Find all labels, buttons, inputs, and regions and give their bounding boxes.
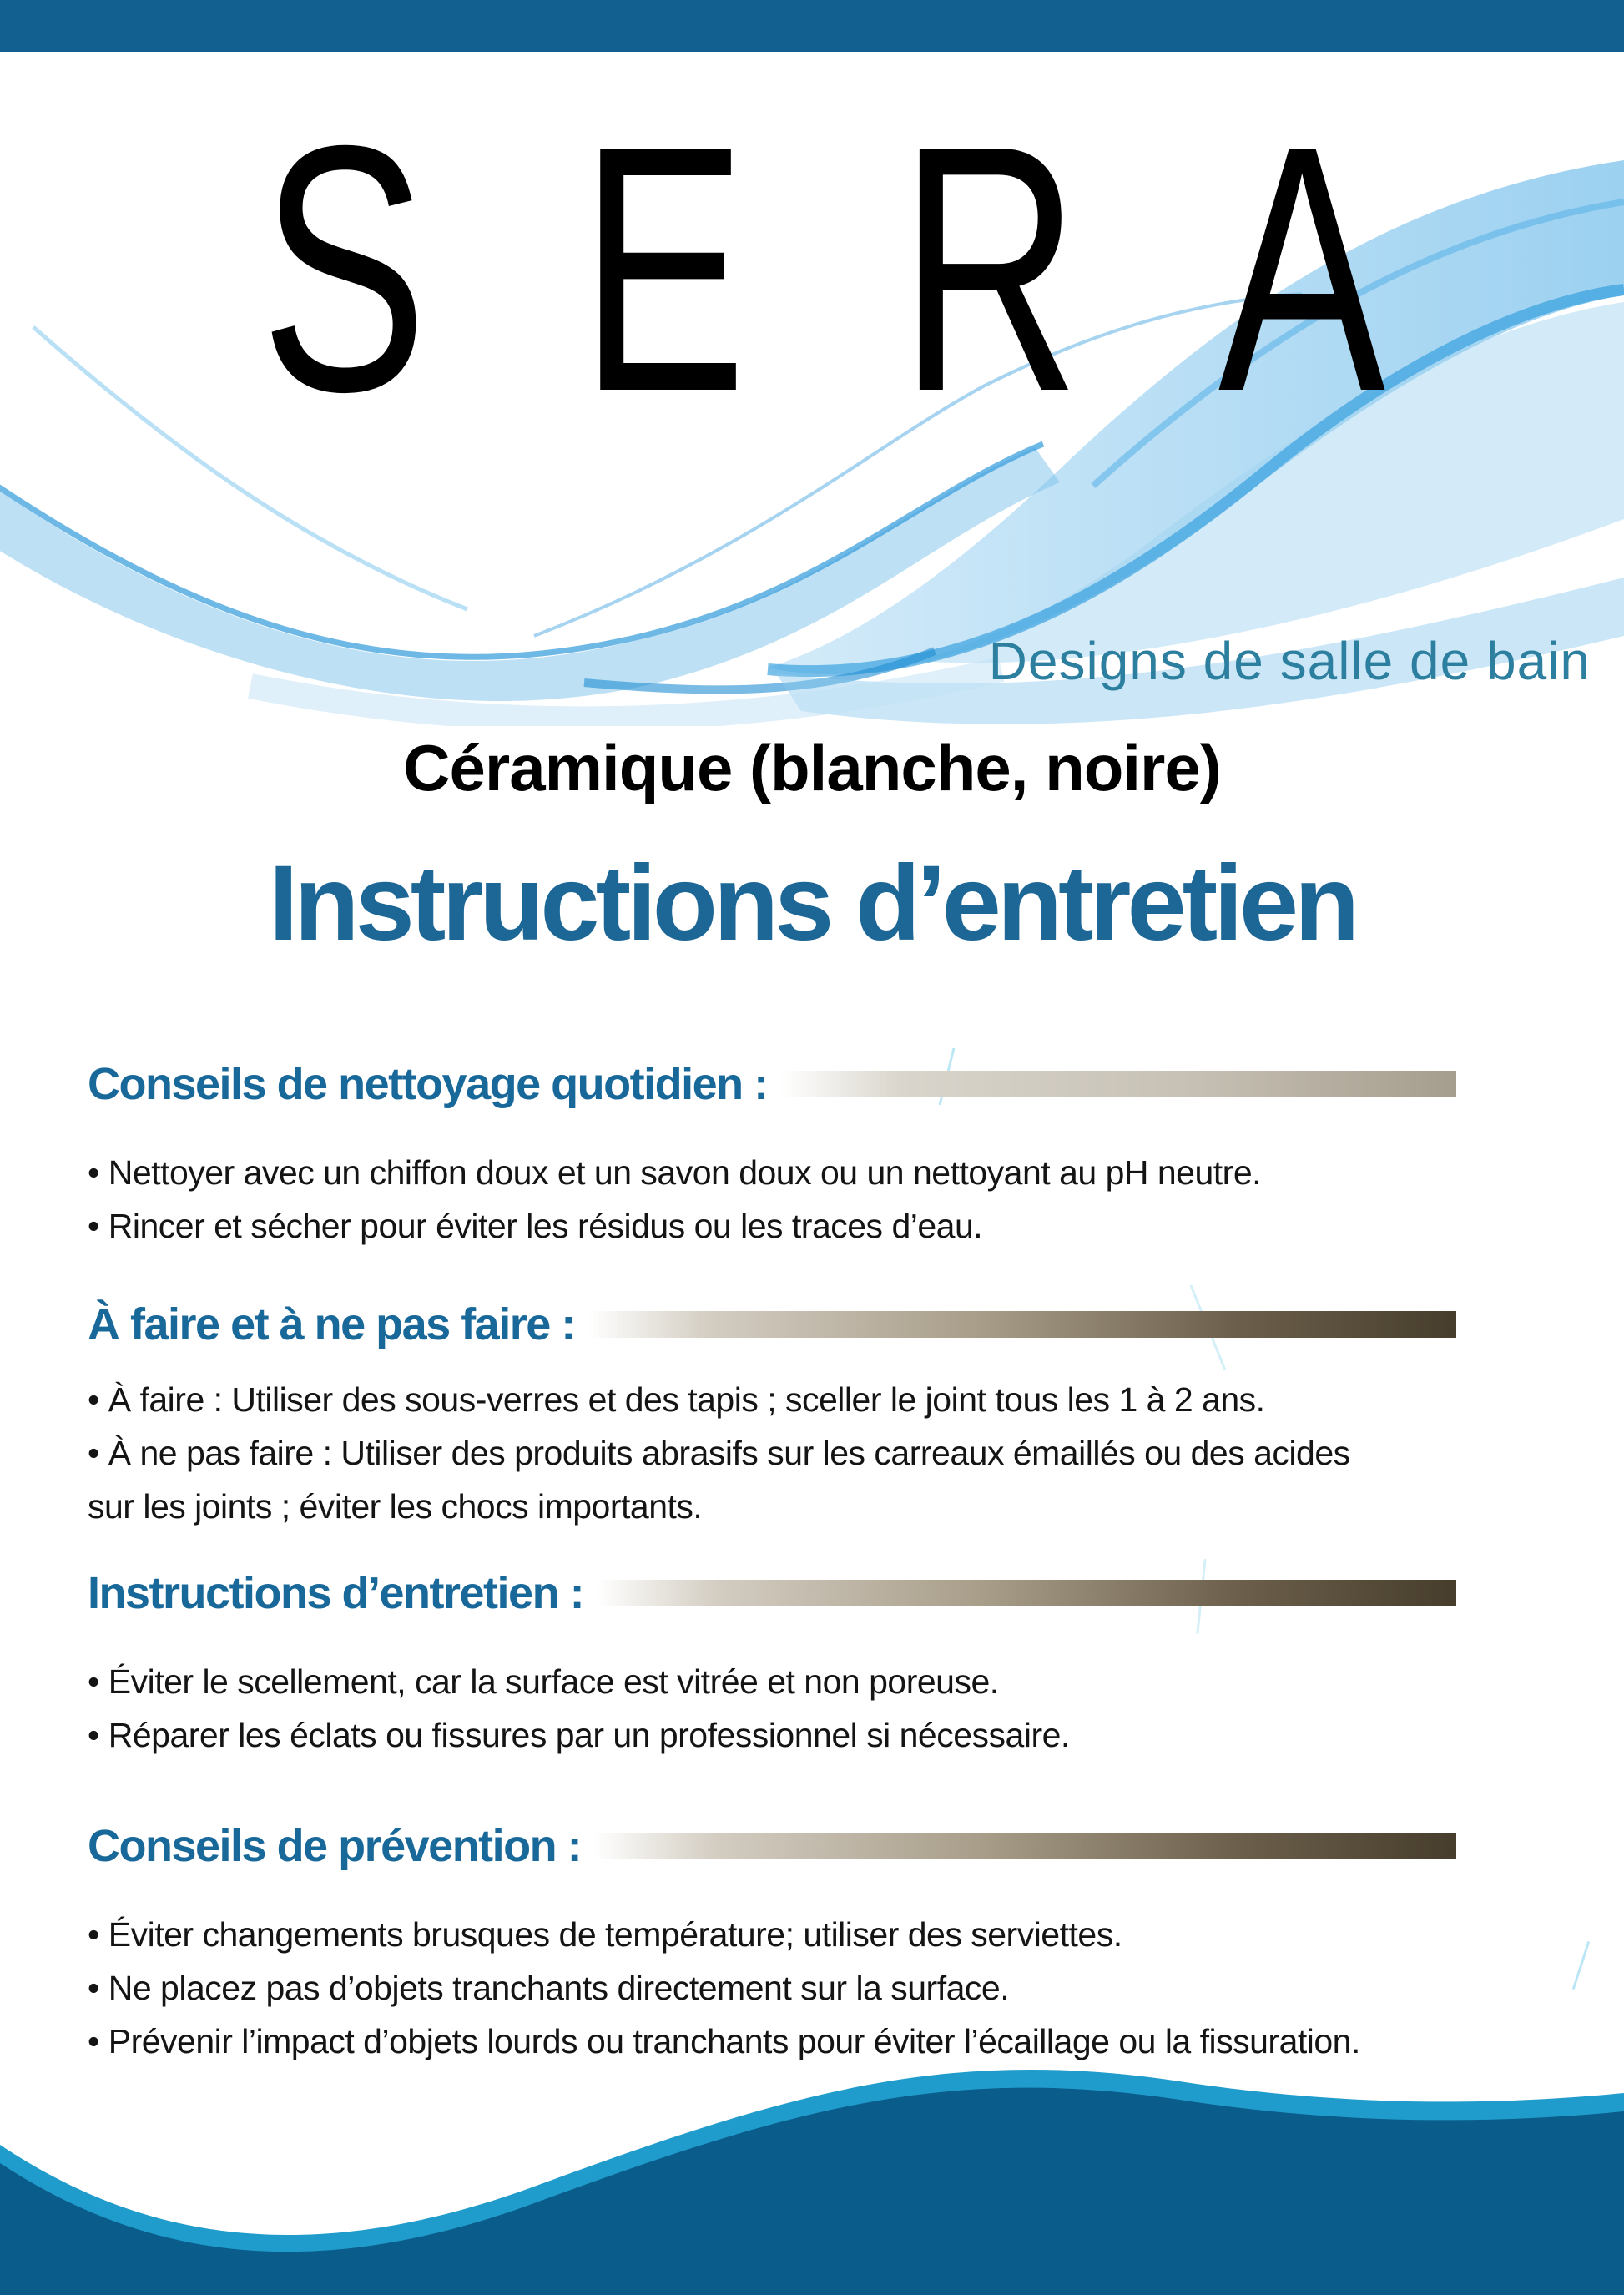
section-rule (588, 1311, 1456, 1338)
logo-wave-graphic (0, 52, 1624, 726)
section-rule (594, 1833, 1456, 1859)
section-heading-row (88, 1567, 1456, 1620)
bullet-list (88, 1655, 1569, 1762)
section-rule (781, 1071, 1456, 1097)
section-heading: Conseils de nettoyage quotidien : (88, 1059, 768, 1109)
bullet-item: • À ne pas faire : Utiliser des produits abrasifs sur les carreaux émaillés ou des acides (88, 1426, 1569, 1480)
bullet-list (88, 1908, 1569, 2068)
bullet-item: • Prévenir l’impact d’objets lourds ou tranchants pour éviter l’écaillage ou la fissuration. (88, 2015, 1569, 2068)
wave-artifact-streak (1572, 1941, 1590, 1990)
section-rule (597, 1580, 1456, 1606)
sections (88, 1058, 1569, 2068)
section-daily-cleaning (88, 1058, 1569, 1253)
bullet-list (88, 1373, 1569, 1533)
section-prevention-tips (88, 1820, 1569, 2068)
section-heading-row (88, 1820, 1456, 1873)
footer-wave-graphic (0, 2068, 1624, 2295)
bullet-item: • Réparer les éclats ou fissures par un professionnel si nécessaire. (88, 1708, 1569, 1762)
section-heading-row (88, 1299, 1456, 1351)
brand-logo: S E R A (260, 73, 1385, 465)
bullet-item: • Éviter le scellement, car la surface est vitrée et non poreuse. (88, 1655, 1569, 1708)
section-care-instructions (88, 1567, 1569, 1762)
section-heading: Conseils de prévention : (88, 1821, 582, 1871)
bullet-item: • Ne placez pas d’objets tranchants directement sur la surface. (88, 1961, 1569, 2015)
top-bar (0, 0, 1624, 52)
bullet-list (88, 1146, 1569, 1253)
bullet-item: • Nettoyer avec un chiffon doux et un savon doux ou un nettoyant au pH neutre. (88, 1146, 1569, 1199)
bullet-item-continuation: sur les joints ; éviter les chocs importants. (88, 1487, 703, 1526)
bullet-item: • À faire : Utiliser des sous-verres et des tapis ; sceller le joint tous les 1 à 2 ans. (88, 1373, 1569, 1426)
section-heading: Instructions d’entretien : (88, 1568, 584, 1618)
page-title: Instructions d’entretien (268, 844, 1356, 963)
product-title: Céramique (blanche, noire) (403, 731, 1221, 805)
bullet-item: • Éviter changements brusques de température; utiliser des serviettes. (88, 1908, 1569, 1961)
brand-subtitle: Designs de salle de bain (988, 631, 1591, 691)
section-heading-row (88, 1058, 1456, 1111)
section-dos-donts (88, 1299, 1569, 1533)
bullet-item: • Rincer et sécher pour éviter les résidus ou les traces d’eau. (88, 1199, 1569, 1253)
section-heading: À faire et à ne pas faire : (88, 1299, 575, 1349)
